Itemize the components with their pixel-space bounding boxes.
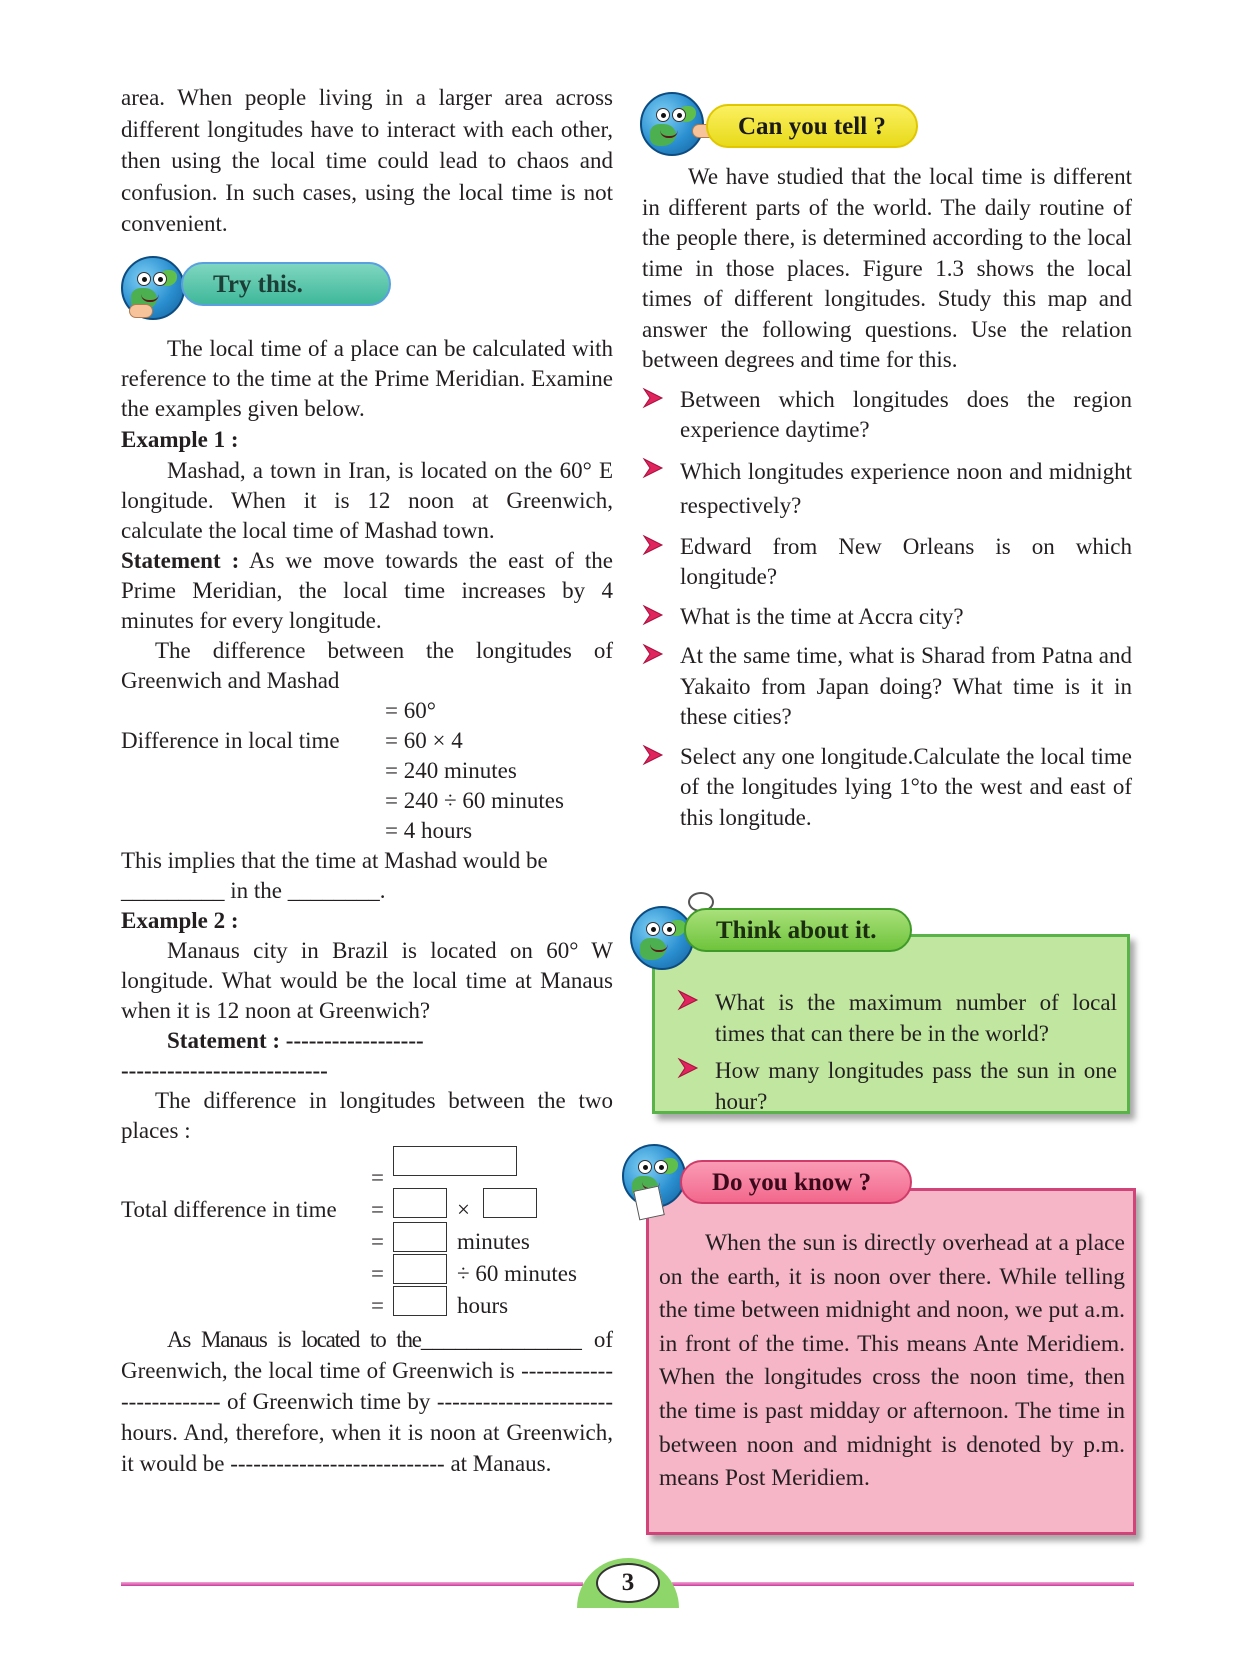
calc1-value3: = 240 minutes (385, 757, 517, 783)
answer-box-b[interactable] (483, 1188, 537, 1218)
diff2-text: The difference in longitudes between the two places : (121, 1087, 613, 1143)
list-item: At the same time, what is Sharad from Patna and Yakaito from Japan doing? What time is it in these cities? (642, 641, 1132, 733)
try-intro: The local time of a place can be calculated with reference to the time at the Prime Meridian. Examine the examples given below. (121, 335, 613, 421)
closing-blank[interactable]: ______________ (420, 1326, 582, 1352)
globe-mascot-icon (640, 92, 704, 156)
think-items (677, 983, 1117, 1117)
example2-heading: Example 2 : (121, 907, 239, 933)
fill-blank-2[interactable]: ________. (287, 877, 386, 903)
difference-text: The difference between the longitudes of Greenwich and Mashad (121, 637, 613, 693)
example1-text: Mashad, a town in Iran, is located on the 60° E longitude. When it is 12 noon at Greenwich, calculate the local time of Mashad town. (121, 457, 613, 543)
footer-rule-left (121, 1582, 583, 1586)
implies-line: This implies that the time at Mashad would be (121, 847, 548, 873)
calc1-label: Difference in local time (121, 727, 340, 753)
arrow-bullet-icon (642, 744, 664, 766)
think-about-it-badge: Think about it. (684, 908, 912, 952)
arrow-bullet-icon (642, 643, 664, 665)
arrow-bullet-icon (642, 457, 664, 479)
calc1-value4: = 240 ÷ 60 minutes (385, 787, 564, 813)
list-item: What is the maximum number of local times that can there be in the world? (677, 987, 1117, 1049)
times-sign: × (457, 1196, 470, 1222)
implies-blanks: _________ in the ________. (121, 877, 386, 903)
arrow-bullet-icon (642, 387, 664, 409)
do-you-know-heading (622, 1144, 922, 1224)
calc1-value5: = 4 hours (385, 817, 473, 843)
globe-mascot-icon (630, 906, 694, 970)
list-item: Between which longitudes does the region experience daytime? (642, 385, 1132, 446)
answer-box-longitude[interactable] (393, 1146, 517, 1176)
statement1: Statement : As we move towards the east of the Prime Meridian, the local time increases by 4 minutes for every longitude. (121, 547, 613, 633)
page-number-badge (577, 1558, 679, 1608)
list-item: What is the time at Accra city? (642, 602, 1132, 633)
arrow-bullet-icon (677, 989, 699, 1011)
list-item: How many longitudes pass the sun in one hour? (677, 1055, 1117, 1117)
can-you-tell-badge: Can you tell ? (706, 104, 918, 148)
hours-label: hours (457, 1292, 509, 1318)
intro-paragraph: area. When people living in a larger area across different longitudes have to interact with each other, then using the local time could lead to chaos and confusion. In such cases, using the local time is not convenient. (121, 85, 613, 237)
calc1-value1: = 60° (385, 697, 436, 723)
eq-sign: = (371, 1164, 384, 1190)
arrow-bullet-icon (642, 534, 664, 556)
page-number: 3 (596, 1563, 660, 1603)
footer-rule-right (672, 1582, 1134, 1586)
right-column (642, 100, 1132, 833)
know-text: When the sun is directly overhead at a place on the earth, it is noon over there. While telling the time between midnight and noon, we put a.m. in front of the time. This means Ante Meridiem. When the longitudes cross the noon time, then the time is past midday or afternoon. The time in between noon and midnight is denoted by p.m. means Post Meridiem. (659, 1230, 1125, 1492)
can-you-tell-heading (640, 100, 1132, 162)
questions-list (642, 385, 1132, 834)
statement2-dashes-line2[interactable]: --------------------------- (121, 1057, 328, 1083)
statement2-dashes[interactable]: ------------------ (285, 1027, 424, 1053)
calc-block-2: = Total difference in time = × = minutes = ÷ 60 minutes = hours (121, 1142, 613, 1302)
example1-heading: Example 1 : (121, 426, 239, 452)
arrow-bullet-icon (677, 1057, 699, 1079)
do-you-know-badge: Do you know ? (680, 1160, 912, 1204)
calc-block-1 (121, 696, 613, 846)
closing-paragraph: As Manaus is located to the______________ of Greenwich, the local time of Greenwich is ------------------------- of Greenwich time by ----------------------- hours. And, therefore, when it is noon at Greenwich, it would be ---------------------------- at Manaus. (121, 1326, 614, 1476)
minutes-label: minutes (457, 1228, 530, 1254)
fill-blank-1[interactable]: _________ (121, 877, 225, 903)
left-column (121, 82, 613, 1479)
statement-label: Statement : (121, 547, 240, 573)
calc2-label: Total difference in time (121, 1196, 337, 1222)
calc1-value2: = 60 × 4 (385, 727, 463, 753)
answer-box-minutes[interactable] (393, 1222, 447, 1252)
arrow-bullet-icon (642, 604, 664, 626)
try-this-heading (121, 254, 613, 324)
list-item: Select any one longitude.Calculate the local time of the longitudes lying 1°to the west and east of this longitude. (642, 742, 1132, 834)
hand-icon (129, 304, 153, 318)
list-item: Edward from New Orleans is on which longitude? (642, 532, 1132, 593)
div-minutes-label: ÷ 60 minutes (457, 1260, 577, 1286)
think-about-it-heading (630, 892, 930, 962)
example2-text: Manaus city in Brazil is located on 60° W longitude. What would be the local time at Manaus when it is 12 noon at Greenwich? (121, 937, 613, 1023)
statement2: Statement : ------------------ (167, 1027, 424, 1053)
answer-box-hours[interactable] (393, 1286, 447, 1316)
do-you-know-box (646, 1188, 1136, 1535)
list-item: Which longitudes experience noon and midnight respectively? (642, 455, 1132, 523)
answer-box-a[interactable] (393, 1188, 447, 1218)
answer-box-div[interactable] (393, 1254, 447, 1284)
try-this-badge: Try this. (181, 262, 391, 306)
can-tell-intro: We have studied that the local time is different in different parts of the world. The daily routine of the people there, is determined according to the local time in those places. Figure 1.3 shows the local times of different longitudes. Study this map and answer the following questions. Use the relation between degrees and time for this. (642, 164, 1132, 372)
